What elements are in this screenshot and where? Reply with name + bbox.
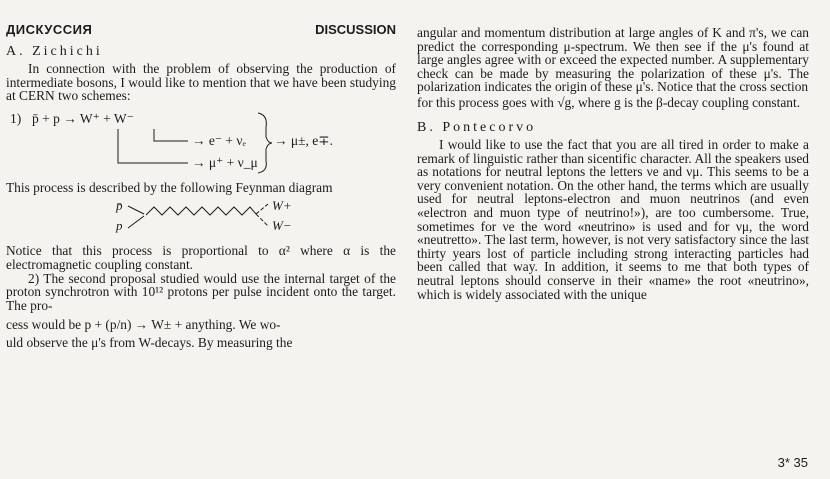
- right-paragraph-2: I would like to use the fact that you are all tired in order to make a remark of linguistic rather than sicentific character. All the speakers used as notations for neutral leptons the letters νe and νμ. This seems to be a very convenient notation. On the other hand, the terms which are usually used for neutral leptons-electron and muon neutrinos (and even «electron and muon type of neutrino!»), are too cumbersome. True, sometimes for νe the word «neutrino» is used and for νμ, the word «neutretto». The last term, however, is not very satisfactory since the last thirty years lost of particle including strong interacting particles had been called that way. In addition, it seems to me that both types of neutral leptons should conserve in their «name» the root «neutrino», which is widely associated with the unique: [417, 136, 809, 302]
- scheme-number: 1): [10, 110, 22, 126]
- left-column: [6, 0, 396, 352]
- decay-scheme: [6, 103, 396, 181]
- left-paragraph-3: Notice that this process is proportional to α² where α is the electromagnetic coupling constant.: [6, 243, 396, 272]
- right-column: [417, 0, 809, 301]
- left-paragraph-2: This process is described by the following Feynman diagram: [6, 179, 333, 195]
- feyn-lines: [6, 194, 306, 244]
- feyn-wplus-label: W+: [272, 198, 292, 214]
- feyn-wminus-label: W−: [272, 218, 292, 234]
- running-header: [6, 0, 396, 37]
- feynman-diagram: [6, 194, 396, 244]
- feyn-p-label: p: [116, 218, 123, 234]
- scheme-lines: [6, 103, 306, 181]
- left-paragraph-1: In connection with the problem of observing the production of intermediate bosons, I would like to mention that we have been studying at CERN two schemes:: [6, 61, 396, 104]
- page-number: 3* 35: [777, 455, 808, 470]
- left-paragraph-5: uld observe the μ's from W-decays. By measuring the: [6, 335, 293, 351]
- author-pontecorvo: B. Pontecorvo: [417, 119, 537, 135]
- feyn-pbar-label: p̄: [116, 198, 123, 214]
- left-paragraph-4: 2) The second proposal studied would use the internal target of the proton synchrotron with 10¹² protons per pulse incident onto the target. The pro-: [6, 270, 396, 313]
- scheme-branch-2: → μ⁺ + ν_μ: [192, 154, 258, 170]
- author-zichichi: A. Zichichi: [6, 44, 103, 59]
- scheme-reaction: p̄ + p → W⁺ + W⁻: [32, 110, 134, 126]
- scheme-result: → μ±, e∓.: [274, 132, 333, 148]
- scheme-branch-1: → e⁻ + νₑ: [192, 132, 246, 148]
- right-paragraph-1b: for this process goes with √g, where g is the β-decay coupling constant.: [417, 94, 801, 110]
- header-english: DISCUSSION: [315, 22, 396, 37]
- formula-line: cess would be p + (p/n) → W± + anything. We wo-: [6, 317, 281, 333]
- right-paragraph-1: angular and momentum distribution at large angles of K and π's, we can predict the corresponding μ-spectrum. We then see if the μ's found at large angles agree with or exceed the expected number. A supplementary check can be made by measuring the polarization of these μ's. The polarization indicates the origin of these μ's. Notice that the cross section: [417, 25, 809, 95]
- header-russian: ДИСКУССИЯ: [6, 22, 93, 37]
